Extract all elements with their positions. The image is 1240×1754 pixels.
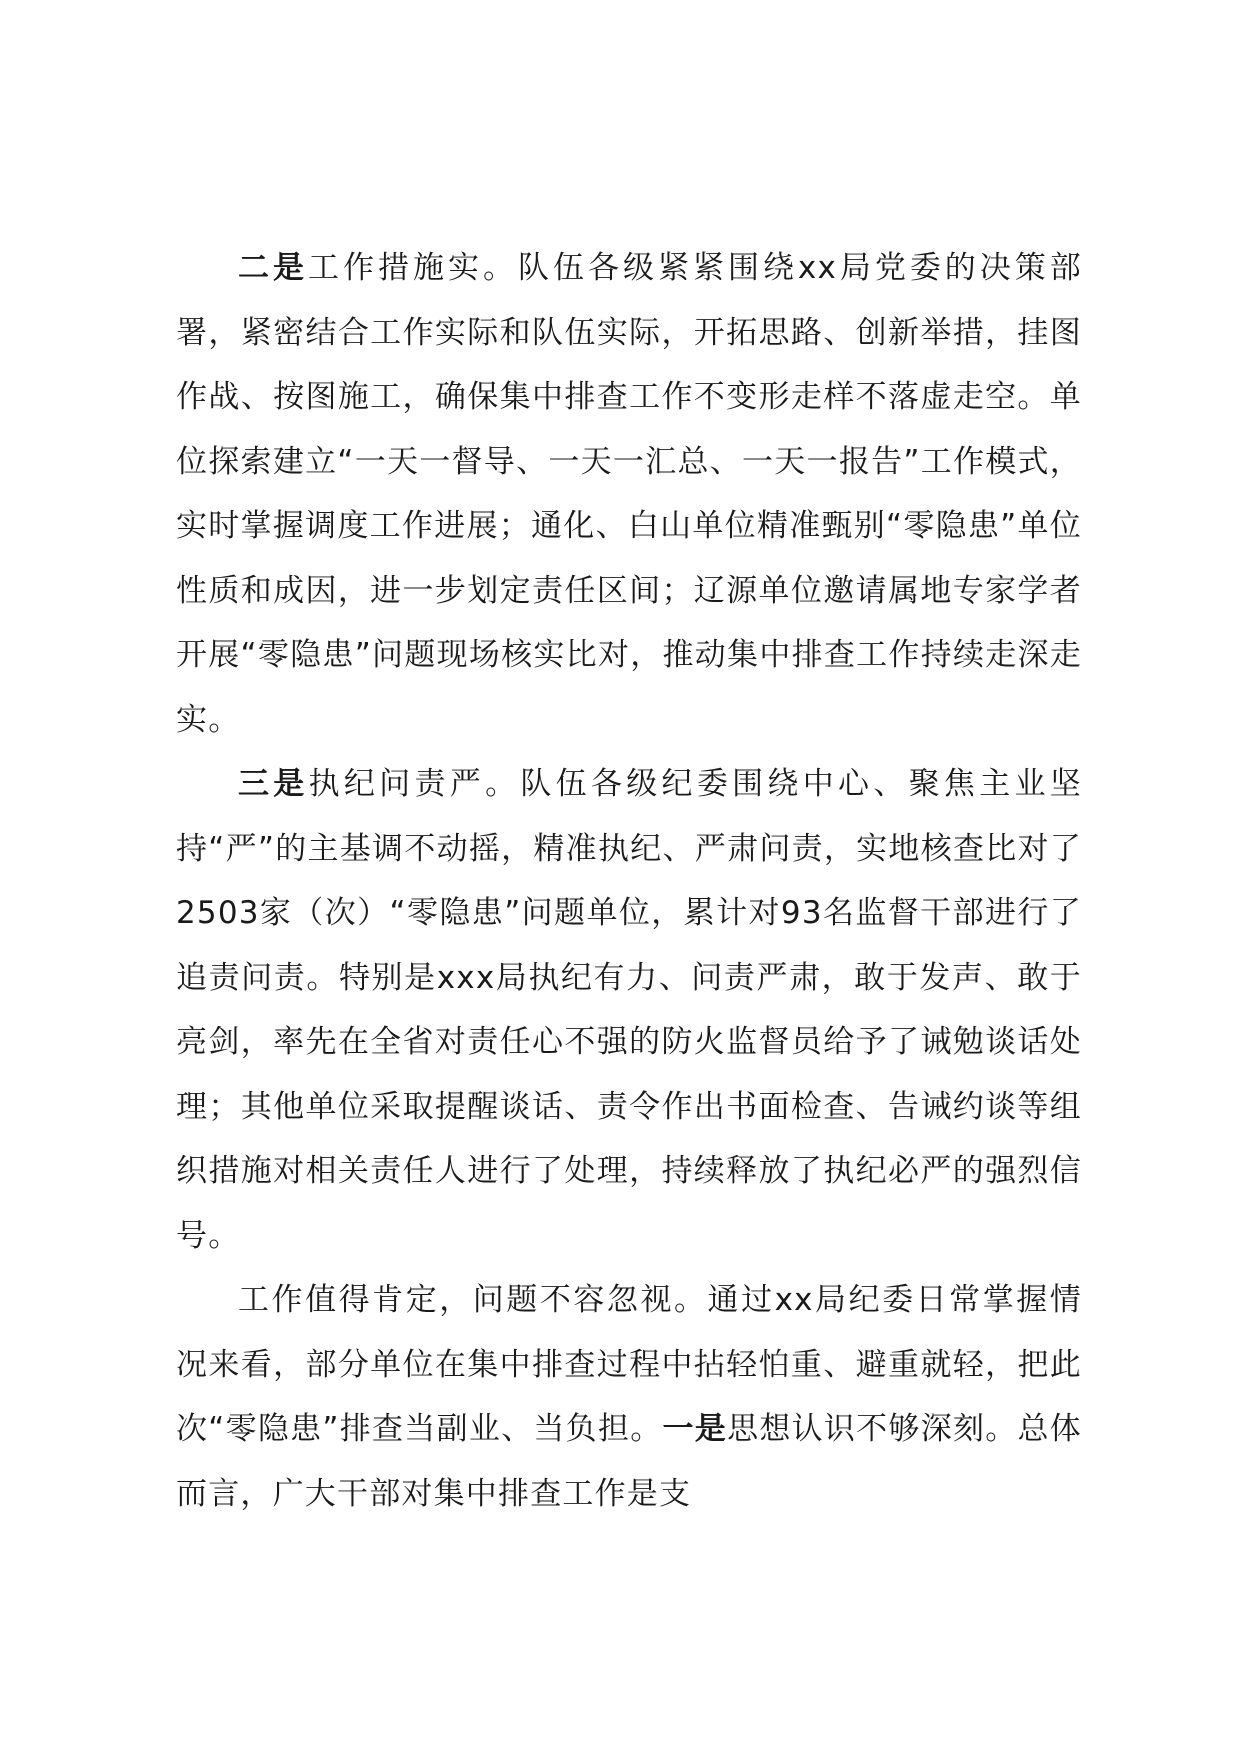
document-page bbox=[176, 236, 1082, 1526]
paragraph-text: 工作措施实。队伍各级紧紧围绕xx局党委的决策部署，紧密结合工作实际和队伍实际，开拓思路、创新举措，挂图作战、按图施工，确保集中排查工作不变形走样不落虚走空。单位探索建立“一天一督导、一天一汇总、一天一报告”工作模式，实时掌握调度工作进展；通化、白山单位精准甄别“零隐患”单位性质和成因，进一步划定责任区间；辽源单位邀请属地专家学者开展“零隐患”问题现场核实比对，推动集中排查工作持续走深走实。 bbox=[176, 250, 1082, 738]
paragraph-lead: 二是 bbox=[238, 250, 308, 286]
paragraph-problems bbox=[176, 1268, 1082, 1526]
paragraph-accountability bbox=[176, 752, 1082, 1268]
paragraph-lead: 三是 bbox=[238, 766, 309, 802]
paragraph-lead: 一是 bbox=[662, 1411, 728, 1447]
paragraph-text: 执纪问责严。队伍各级纪委围绕中心、聚焦主业坚持“严”的主基调不动摇，精准执纪、严肃问责，实地核查比对了2503家（次）“零隐患”问题单位，累计对93名监督干部进行了追责问责。特别是xxx局执纪有力、问责严肃，敢于发声、敢于亮剑，率先在全省对责任心不强的防火监督员给予了诫勉谈话处理；其他单位采取提醒谈话、责令作出书面检查、告诫约谈等组织措施对相关责任人进行了处理，持续释放了执纪必严的强烈信号。 bbox=[176, 766, 1082, 1254]
paragraph-measures bbox=[176, 236, 1082, 752]
paragraph-text-before: 工作值得肯定，问题不容忽视。通过xx局纪委日常掌握情况来看，部分单位在集中排查过程中拈轻怕重、避重就轻，把此次“零隐患”排查当副业、当负担。 bbox=[176, 1282, 1082, 1447]
paragraph-text-after: 思想认识不够深刻。总体而言，广大干部对集中排查工作是支 bbox=[176, 1411, 1082, 1512]
